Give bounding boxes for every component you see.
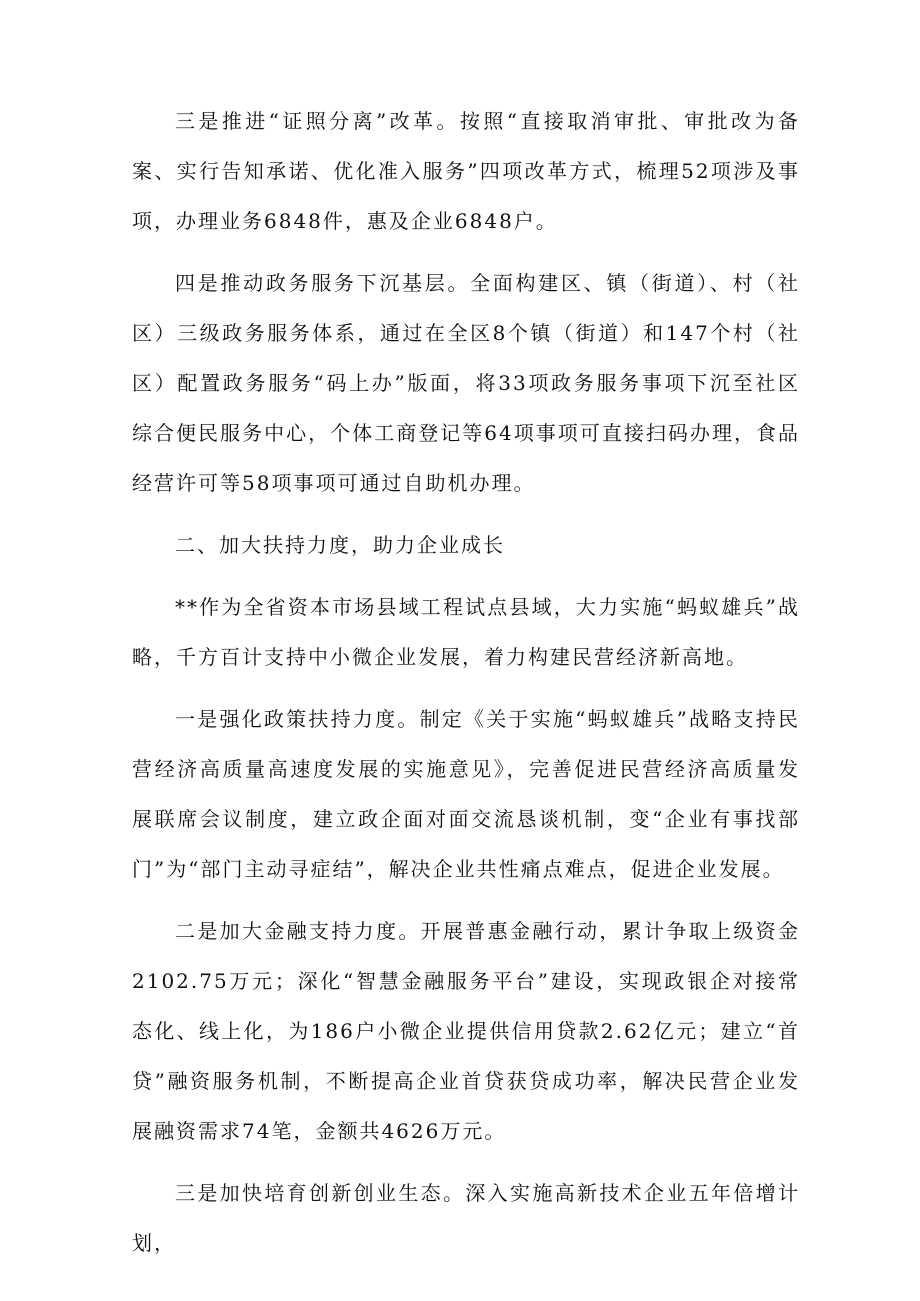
paragraph-ant-strategy-intro: **作为全省资本市场县域工程试点县域，大力实施“蚂蚁雄兵”战略，千方百计支持中小微企业发展，着力构建民营经济新高地。	[132, 595, 800, 669]
section-heading-support: 二、加大扶持力度，助力企业成长	[175, 533, 505, 557]
document-body	[132, 96, 800, 1280]
paragraph-innovation-ecosystem: 三是加快培育创新创业生态。深入实施高新技术企业五年倍增计划，	[132, 1181, 800, 1255]
paragraph-policy-support: 一是强化政策扶持力度。制定《关于实施“蚂蚁雄兵”战略支持民营经济高质量高速度发展的实施意见》，完善促进民营经济高质量发展联席会议制度，建立政企面对面交流恳谈机制，变“企业有事找部门”为“部门主动寻症结”，解决企业共性痛点难点，促进企业发展。	[132, 707, 800, 881]
paragraph-grassroots-services: 四是推动政务服务下沉基层。全面构建区、镇（街道）、村（社区）三级政务服务体系，通过在全区8个镇（街道）和147个村（社区）配置政务服务“码上办”版面，将33项政务服务事项下沉至社区综合便民服务中心，个体工商登记等64项事项可直接扫码办理，食品经营许可等58项事项可通过自助机办理。	[132, 271, 800, 495]
paragraph-license-reform: 三是推进“证照分离”改革。按照“直接取消审批、审批改为备案、实行告知承诺、优化准入服务”四项改革方式，梳理52项涉及事项，办理业务6848件，惠及企业6848户。	[132, 109, 800, 233]
paragraph-financial-support: 二是加大金融支持力度。开展普惠金融行动，累计争取上级资金2102.75万元；深化“智慧金融服务平台”建设，实现政银企对接常态化、线上化，为186户小微企业提供信用贷款2.62亿元；建立“首贷”融资服务机制，不断提高企业首贷获贷成功率，解决民营企业发展融资需求74笔，金额共4626万元。	[132, 919, 800, 1143]
